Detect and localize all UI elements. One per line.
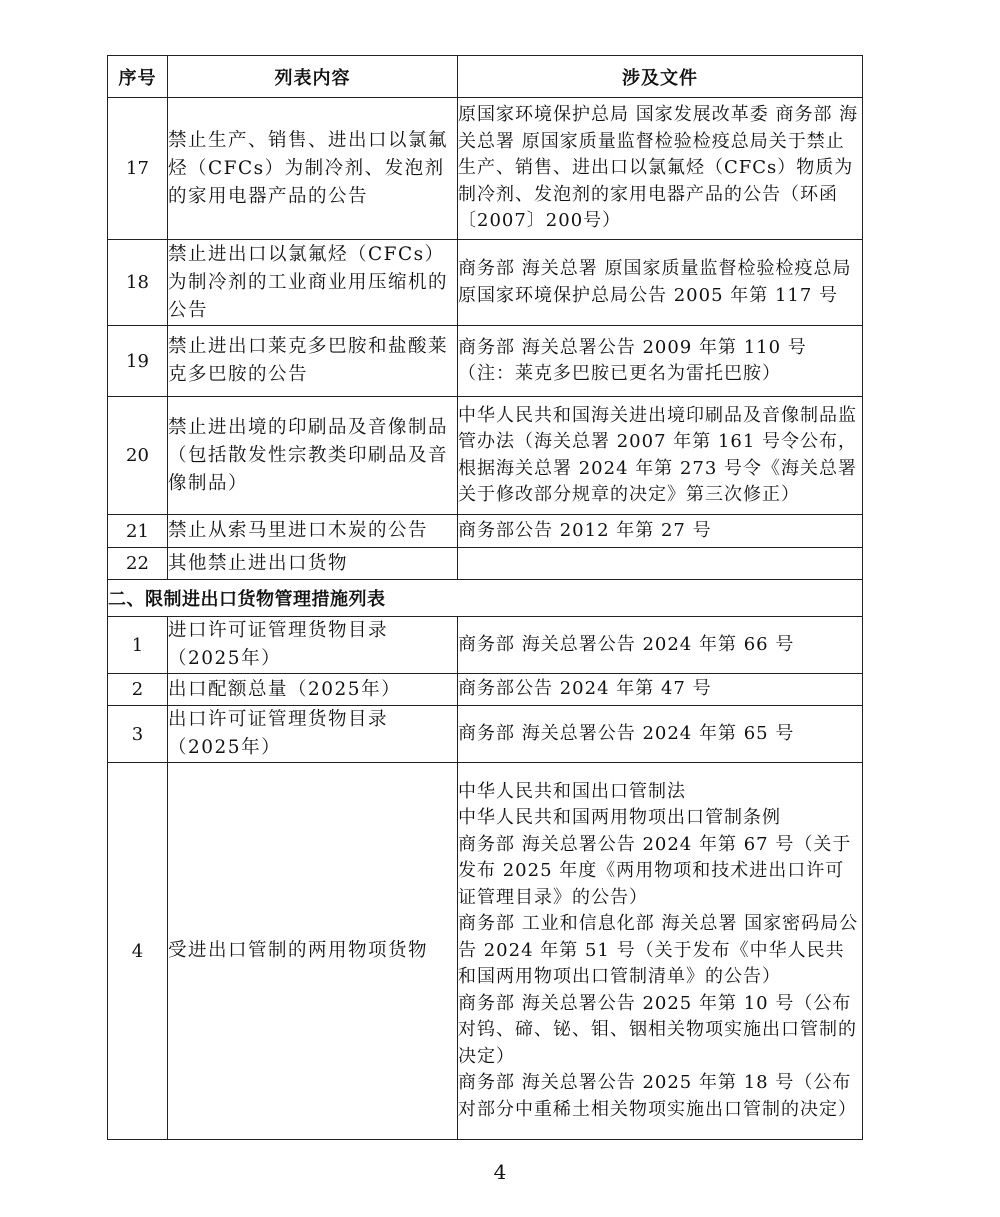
row-documents: [458, 98, 863, 240]
section-row: [108, 580, 863, 617]
header-docs: 涉及文件: [458, 56, 863, 98]
row-documents: [458, 548, 863, 580]
document-reference: 商务部 工业和信息化部 海关总署 国家密码局公告 2024 年第 51 号（关于发布《中华人民共和国两用物项出口管制清单》的公告）: [458, 913, 859, 988]
row-number: 21: [108, 515, 168, 548]
document-reference: 商务部 海关总署公告 2024 年第 67 号（关于发布 2025 年度《两用物项和技术进出口许可证管理目录》的公告）: [458, 833, 852, 908]
table-row: [108, 674, 863, 706]
page-number: 4: [493, 1160, 507, 1184]
row-number: 4: [108, 763, 168, 1140]
row-number: 22: [108, 548, 168, 580]
row-content: 受进出口管制的两用物项货物: [168, 763, 458, 1140]
row-number: 19: [108, 326, 168, 397]
table-row: [108, 240, 863, 326]
row-content: 出口许可证管理货物目录（2025年）: [168, 706, 458, 763]
document-reference: 商务部 海关总署公告 2024 年第 65 号: [458, 722, 795, 744]
document-reference: 中华人民共和国出口管制法: [458, 780, 686, 802]
document-reference: 原国家环境保护总局 国家发展改革委 商务部 海关总署 原国家质量监督检验检疫总局关于禁止生产、销售、进出口以氯氟烃（CFCs）物质为制冷剂、发泡剂的家用电器产品的公告（环函〔2007〕200号）: [458, 104, 859, 232]
table-row: [108, 515, 863, 548]
row-content: 出口配额总量（2025年）: [168, 674, 458, 706]
row-documents: [458, 706, 863, 763]
document-reference: 商务部 海关总署公告 2025 年第 18 号（公布对部分中重稀土相关物项实施出口管制的决定）: [458, 1072, 857, 1120]
row-documents: [458, 515, 863, 548]
row-documents: [458, 397, 863, 515]
header-content: 列表内容: [168, 56, 458, 98]
document-reference: 中华人民共和国两用物项出口管制条例: [458, 807, 781, 829]
table-row: [108, 397, 863, 515]
table-header-row: [108, 56, 863, 98]
table-row: [108, 326, 863, 397]
document-reference: 中华人民共和国海关进出境印刷品及音像制品监管办法（海关总署 2007 年第 161 号令公布，根据海关总署 2024 年第 273 号令《海关总署关于修改部分规章的决定》第三次修正）: [458, 404, 858, 505]
table-row: [108, 706, 863, 763]
row-documents: [458, 240, 863, 326]
document-reference: 商务部 海关总署公告 2024 年第 66 号: [458, 633, 795, 655]
document-reference: 商务部公告 2024 年第 47 号: [458, 678, 712, 700]
row-documents: [458, 763, 863, 1140]
row-number: 17: [108, 98, 168, 240]
table-row: [108, 548, 863, 580]
row-content: 进口许可证管理货物目录（2025年）: [168, 617, 458, 674]
section-title: 二、限制进出口货物管理措施列表: [108, 580, 863, 617]
table-row: [108, 617, 863, 674]
row-number: 1: [108, 617, 168, 674]
document-reference: 商务部公告 2012 年第 27 号: [458, 519, 712, 541]
row-number: 2: [108, 674, 168, 706]
document-reference: 商务部 海关总署公告 2009 年第 110 号（注：莱克多巴胺已更名为雷托巴胺）: [458, 336, 807, 384]
row-documents: [458, 617, 863, 674]
document-reference: 商务部 海关总署 原国家质量监督检验检疫总局 原国家环境保护总局公告 2005 年第 117 号: [458, 258, 852, 306]
row-documents: [458, 326, 863, 397]
table-row: [108, 763, 863, 1140]
row-number: 3: [108, 706, 168, 763]
row-number: 18: [108, 240, 168, 326]
row-content: 禁止进出口以氯氟烃（CFCs）为制冷剂的工业商业用压缩机的公告: [168, 240, 458, 326]
header-no: 序号: [108, 56, 168, 98]
row-number: 20: [108, 397, 168, 515]
document-reference: 商务部 海关总署公告 2025 年第 10 号（公布对钨、碲、铋、钼、铟相关物项实施出口管制的决定）: [458, 992, 857, 1067]
row-content: 禁止进出境的印刷品及音像制品（包括散发性宗教类印刷品及音像制品）: [168, 397, 458, 515]
row-content: 禁止从索马里进口木炭的公告: [168, 515, 458, 548]
measures-table: [107, 55, 863, 1140]
row-content: 禁止生产、销售、进出口以氯氟烃（CFCs）为制冷剂、发泡剂的家用电器产品的公告: [168, 98, 458, 240]
row-documents: [458, 674, 863, 706]
table-row: [108, 98, 863, 240]
row-content: 禁止进出口莱克多巴胺和盐酸莱克多巴胺的公告: [168, 326, 458, 397]
row-content: 其他禁止进出口货物: [168, 548, 458, 580]
